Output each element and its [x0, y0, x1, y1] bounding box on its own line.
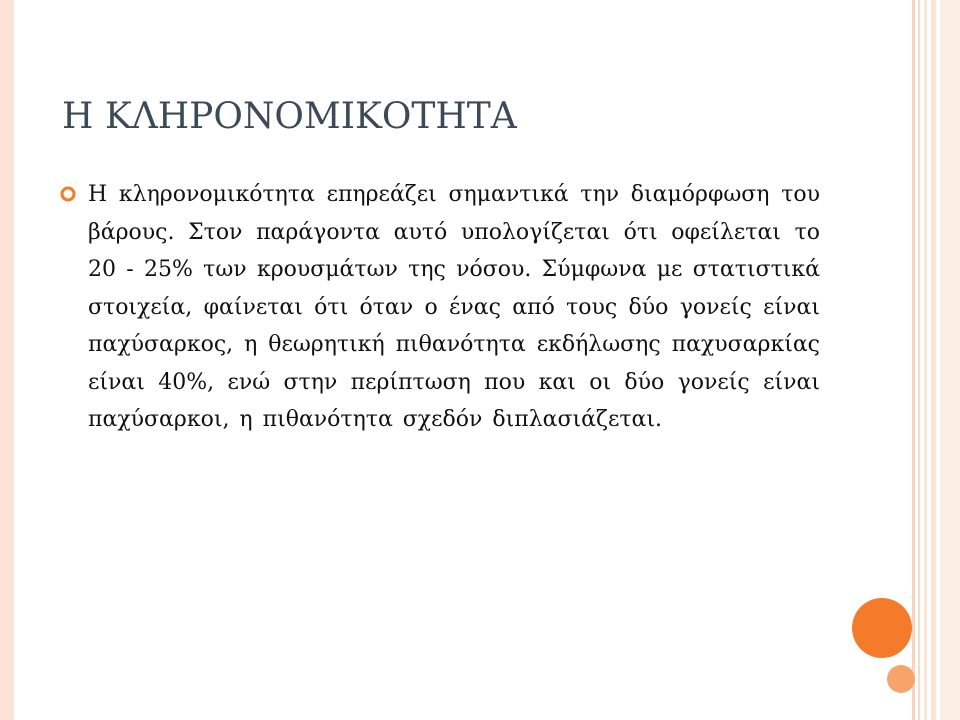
right-stripe [940, 0, 960, 720]
bullet-text: Η κληρονομικότητα επηρεάζει σημαντικά την διαμόρφωση του βάρους. Στον παράγοντα αυτό υπολογίζεται ότι οφείλεται το 20 - 25% των κρουσμάτων της νόσου. Σύμφωνα με στατιστικά στοιχεία, φαίνεται ότι όταν ο ένας από τους δύο γονείς είναι παχύσαρκος, η θεωρητική πιθανότητα εκδήλωσης παχυσαρκίας είναι 40%, ενώ στην περίπτωση που και οι δύο γονείς είναι παχύσαρκοι, η πιθανότητα σχεδόν διπλασιάζεται. [88, 182, 820, 432]
right-stripe [918, 0, 920, 720]
left-decorative-stripe [0, 0, 14, 720]
right-stripe [924, 0, 927, 720]
right-stripe [912, 0, 915, 720]
slide-title: Η ΚΛΗΡΟΝΟΜΙΚΟΤΗΤΑ [62, 96, 517, 137]
right-decorative-stripes [912, 0, 960, 720]
decorative-circle-small [887, 665, 915, 693]
orange-circle-bullet-icon [60, 186, 76, 202]
right-stripe [931, 0, 936, 720]
decorative-circle-large [852, 598, 912, 658]
bullet-item [60, 176, 820, 439]
